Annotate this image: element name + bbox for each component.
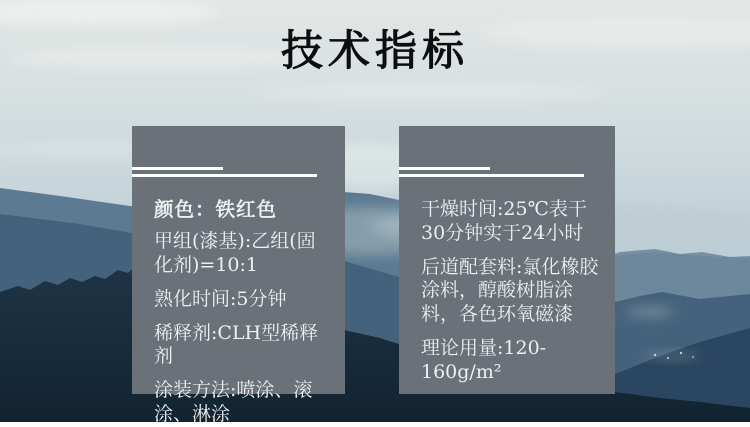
right-spec-card [399,126,615,394]
spec-item-thinner: 稀释剂:CLH型稀释剂 [154,321,319,368]
spec-item-application: 涂装方法:喷涂、滚涂、淋涂 [154,379,313,425]
accent-line-long [399,174,584,177]
spec-item-curing-time: 熟化时间:5分钟 [154,287,287,310]
spec-item-topcoat: 后道配套料:氯化橡胶涂料，醇酸树脂涂料，各色环氧磁漆 [421,255,599,325]
left-spec-card [132,126,345,425]
left-card-content [154,198,330,425]
slide-title: 技术指标 [280,26,469,75]
spec-item-mix-ratio: 甲组(漆基):乙组(固化剂)=10:1 [154,230,316,277]
accent-line-long [132,174,317,177]
spec-item-coverage: 理论用量:120-160g/m² [421,336,547,383]
accent-line-short [399,167,490,170]
accent-line-short [132,167,223,170]
right-card-content [421,198,600,386]
color-spec-heading: 颜色：铁红色 [154,198,278,221]
spec-item-drying-time: 干燥时间:25℃表干30分钟实于24小时 [421,198,587,244]
